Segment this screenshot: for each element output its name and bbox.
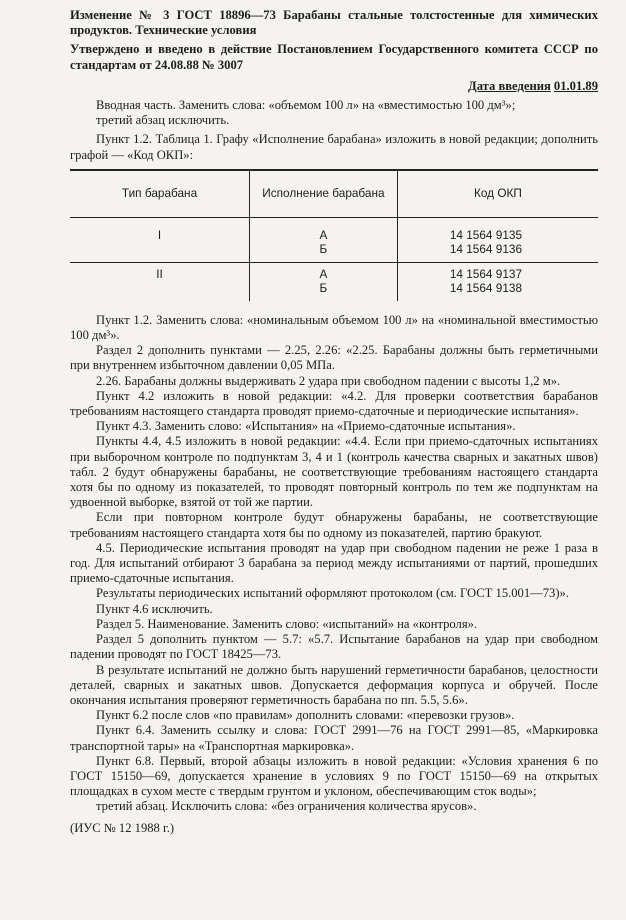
col-header-okp-code: Код ОКП — [397, 170, 598, 218]
paragraph: Пункт 4.3. Заменить слово: «Испытания» на «Приемо-сдаточные испытания». — [96, 419, 516, 434]
cell-type: I — [70, 217, 250, 262]
okp-table — [70, 169, 598, 301]
okp-code: 14 1564 9138 — [449, 280, 523, 295]
paragraph: третий абзац. Исключить слова: «без ограничения количества ярусов». — [96, 799, 477, 814]
paragraph: Раздел 2 дополнить пунктами — 2.25, 2.26: «2.25. Барабаны должны быть герметичными при внутреннем избыточном давлении 0,05 МПа. — [70, 343, 598, 373]
exec-value: А — [319, 227, 328, 242]
cell-type: II — [156, 266, 163, 281]
paragraph: Пункт 1.2. Заменить слова: «номинальным объемом 100 л» на «номинальной вместимостью 100 дм³». — [70, 312, 598, 343]
okp-code: 14 1564 9135 — [449, 227, 523, 242]
table-row — [70, 262, 598, 301]
paragraph: Раздел 5. Наименование. Заменить слово: «испытаний» на «контроля». — [96, 616, 478, 631]
cell-execution — [250, 262, 398, 301]
paragraph: Пункт 6.8. Первый, второй абзацы изложить в новой редакции: «Условия хранения 6 по ГОСТ 15150—69, допускается хранение в условиях 9 по ГОСТ 15150—69 на открытых площадках в сухом месте с твердым грунтом и уклоном, обеспечивающим сток воды»; — [70, 753, 598, 799]
intro-paragraph-2: третий абзац исключить. — [96, 113, 230, 128]
col-header-execution: Исполнение барабана — [250, 170, 398, 218]
effective-date — [70, 79, 598, 94]
document-body — [70, 98, 598, 836]
paragraph: Раздел 5 дополнить пунктом — 5.7: «5.7. Испытание барабанов на удар при свободном падении проводят по ГОСТ 18425—73. — [70, 632, 598, 662]
paragraph: Пункт 4.2 изложить в новой редакции: «4.2. Для проверки соответствия барабанов требованиям настоящего стандарта проводят приемо-сдаточные и периодические испытания». — [70, 388, 598, 419]
footer-source: (ИУС № 12 1988 г.) — [70, 820, 175, 835]
exec-value: Б — [319, 280, 328, 295]
table-row — [70, 217, 598, 262]
okp-code: 14 1564 9136 — [449, 241, 523, 256]
cell-execution — [250, 217, 398, 262]
date-label: Дата введения — [468, 78, 551, 93]
okp-code: 14 1564 9137 — [449, 266, 523, 281]
paragraph: 4.5. Периодические испытания проводят на удар при свободном падении не реже 1 раза в год. Для испытаний отбирают 3 барабана за период между испытаниями от партий, прошедших приемо-сдаточные испытания. — [70, 540, 598, 586]
date-value: 01.01.89 — [553, 78, 598, 93]
paragraph: 2.26. Барабаны должны выдерживать 2 удара при свободном падении с высоты 1,2 м». — [96, 373, 561, 388]
approval-line: Утверждено и введено в действие Постановлением Государственного комитета СССР по стандартам от 24.08.88 № 3007 — [70, 42, 598, 72]
cell-okp-code — [397, 217, 598, 262]
paragraph: Пункты 4.4, 4.5 изложить в новой редакции: «4.4. Если при приемо-сдаточных испытаниях при выборочном контроле по подпунктам 3, 4 и 1 (контроль качества сварных и закатных швов) табл. 2 будут обнаружены барабаны, не соответствующие требованиям настоящего стандарта хотя бы по одному из показателей, то проводят повторный контроль по тем же подпунктам на удвоенной выборке, взятой от той же партии. — [70, 434, 598, 510]
cell-okp-code — [397, 262, 598, 301]
col-header-type: Тип барабана — [70, 170, 250, 218]
paragraph: В результате испытаний не должно быть нарушений герметичности барабанов, целостности деталей, сварных и закатных швов. Допускается деформация корпуса и обручей. После окончания испытания проверяют герметичность барабана по пп. 5.5, 5.6». — [70, 662, 598, 707]
intro-paragraph: Вводная часть. Заменить слова: «объемом 100 л» на «вместимостью 100 дм³»; — [96, 98, 516, 113]
paragraph: Пункт 4.6 исключить. — [96, 601, 213, 616]
amendment-title: Изменение № 3 ГОСТ 18896—73 Барабаны стальные толстостенные для химических продуктов. Технические условия — [70, 8, 598, 38]
exec-value: А — [319, 266, 328, 281]
paragraph: Если при повторном контроле будут обнаружены барабаны, не соответствующие требованиям настоящего стандарта хотя бы по одному из показателей, партию бракуют. — [70, 510, 598, 540]
paragraph: Пункт 6.2 после слов «по правилам» дополнить словами: «перевозки грузов». — [96, 708, 515, 723]
table-intro-paragraph: Пункт 1.2. Таблица 1. Графу «Исполнение барабана» изложить в новой редакции; дополнить графой — «Код ОКП»: — [70, 132, 598, 162]
paragraph: Результаты периодических испытаний оформляют протоколом (см. ГОСТ 15.001—73)». — [96, 586, 569, 601]
document-header — [70, 8, 598, 94]
exec-value: Б — [319, 241, 328, 256]
paragraph: Пункт 6.4. Заменить ссылку и слова: ГОСТ 2991—76 на ГОСТ 2991—85, «Маркировка транспортной тары» на «Транспортная маркировка». — [70, 723, 598, 753]
